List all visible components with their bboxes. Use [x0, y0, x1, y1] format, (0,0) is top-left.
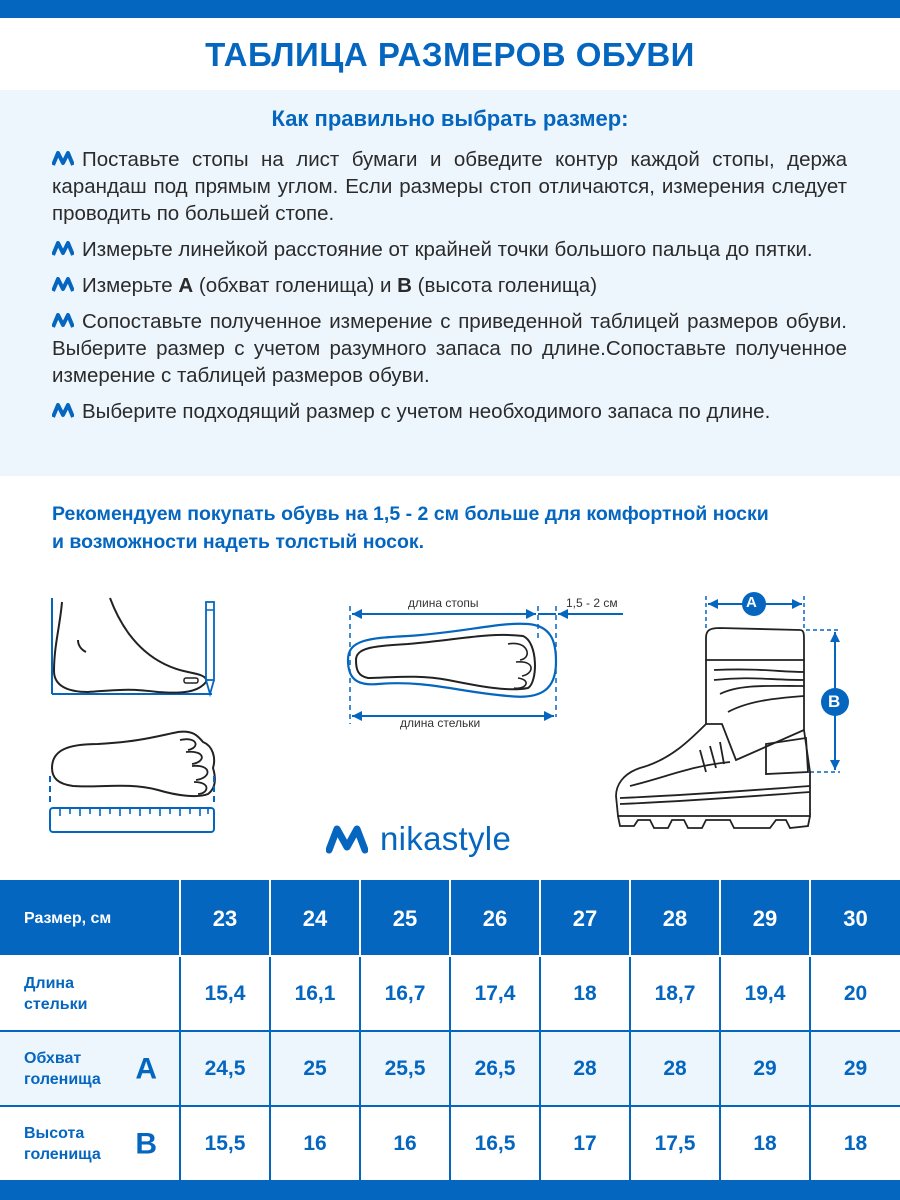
boot-outline-icon — [610, 590, 860, 840]
table-cell: 25,5 — [360, 1031, 450, 1106]
table-cell: 16,1 — [270, 956, 360, 1031]
table-cell: 28 — [540, 1031, 630, 1106]
table-cell: 19,4 — [720, 956, 810, 1031]
bottom-brand-bar — [0, 1182, 900, 1200]
size-col-header: 23 — [180, 881, 270, 956]
size-header-label: Размер, см — [0, 881, 180, 956]
table-cell: 29 — [810, 1031, 900, 1106]
row-label — [0, 1106, 180, 1181]
row-label-line-2: стельки — [24, 995, 88, 1013]
brand-name: nikastyle — [380, 820, 512, 857]
nikastyle-wave-icon — [52, 151, 74, 167]
row-label — [0, 956, 180, 1031]
table-row-shaft-height — [0, 1106, 900, 1181]
foot-side-with-pencil-icon — [48, 596, 218, 701]
row-label-line-1: Высота — [24, 1124, 85, 1142]
table-cell: 17,5 — [630, 1106, 720, 1181]
step-3 — [52, 272, 847, 299]
recommendation-line-1: Рекомендуем покупать обувь на 1,5 - 2 см больше для комфортной носки — [52, 503, 769, 525]
size-col-header: 30 — [810, 881, 900, 956]
table-cell: 18,7 — [630, 956, 720, 1031]
table-cell: 18 — [720, 1106, 810, 1181]
letter-b: B — [397, 274, 412, 297]
step-text: Выберите подходящий размер с учетом необходимого запаса по длине. — [82, 400, 771, 423]
size-col-header: 24 — [270, 881, 360, 956]
brand-logo — [326, 820, 511, 858]
table-cell: 25 — [270, 1031, 360, 1106]
step-text: Поставьте стопы на лист бумаги и обведите контур каждой стопы, держа карандаш под прямым углом. Если размеры стоп отличаются, измерения следует проводить по большей стопе. — [52, 148, 847, 225]
foot-top-with-ruler-icon — [48, 728, 220, 838]
table-cell: 18 — [540, 956, 630, 1031]
foot-length-label: длина стопы — [408, 596, 479, 610]
table-cell: 18 — [810, 1106, 900, 1181]
step-2 — [52, 236, 847, 263]
letter-a: A — [178, 274, 194, 297]
nikastyle-wave-icon — [52, 313, 74, 329]
size-col-header: 28 — [630, 881, 720, 956]
table-cell: 20 — [810, 956, 900, 1031]
table-cell: 15,4 — [180, 956, 270, 1031]
table-cell: 29 — [720, 1031, 810, 1106]
size-col-header: 29 — [720, 881, 810, 956]
table-cell: 15,5 — [180, 1106, 270, 1181]
table-cell: 16 — [270, 1106, 360, 1181]
row-label-line-1: Обхват — [24, 1049, 82, 1067]
row-label-line-1: Длина — [24, 974, 74, 992]
table-cell: 17 — [540, 1106, 630, 1181]
step-text: Измерьте — [82, 274, 179, 297]
boot-diagram — [610, 590, 860, 840]
table-header-row — [0, 881, 900, 956]
step-4 — [52, 308, 847, 389]
table-cell: 24,5 — [180, 1031, 270, 1106]
top-brand-bar — [0, 0, 900, 18]
row-label-line-2: голенища — [24, 1145, 101, 1163]
insole-length-label: длина стельки — [400, 716, 481, 730]
size-table — [0, 880, 900, 1182]
step-text: Измерьте линейкой расстояние от крайней точки большого пальца до пятки. — [82, 238, 813, 261]
table-cell: 17,4 — [450, 956, 540, 1031]
nikastyle-logo-icon — [326, 824, 368, 854]
row-label-line-2: голенища — [24, 1070, 101, 1088]
table-cell: 26,5 — [450, 1031, 540, 1106]
insole-outline-icon — [338, 592, 638, 732]
table-row-shaft-girth — [0, 1031, 900, 1106]
step-text: (обхват голенища) и — [193, 274, 398, 297]
how-to-title: Как правильно выбрать размер: — [271, 106, 629, 131]
table-row-insole-length — [0, 956, 900, 1031]
page-title: ТАБЛИЦА РАЗМЕРОВ ОБУВИ — [205, 36, 695, 73]
row-letter-b: B — [135, 1127, 157, 1160]
nikastyle-wave-icon — [52, 241, 74, 257]
margin-label: 1,5 - 2 см — [566, 596, 618, 610]
row-letter-a: A — [135, 1052, 157, 1085]
table-cell: 16 — [360, 1106, 450, 1181]
size-col-header: 25 — [360, 881, 450, 956]
steps-list — [52, 146, 847, 434]
label-b-badge: B — [828, 692, 841, 711]
label-a-badge: A — [746, 594, 757, 611]
step-text: (высота голенища) — [411, 274, 598, 297]
table-cell: 16,7 — [360, 956, 450, 1031]
insole-diagram — [338, 592, 638, 732]
nikastyle-wave-icon — [52, 403, 74, 419]
size-col-header: 27 — [540, 881, 630, 956]
table-cell: 28 — [630, 1031, 720, 1106]
step-1 — [52, 146, 847, 227]
step-text: Сопоставьте полученное измерение с приведенной таблицей размеров обуви. Выберите размер с учетом разумного запаса по длине.Сопоставьте полученное измерение с таблицей размеров обуви. — [52, 310, 847, 387]
step-5 — [52, 398, 847, 425]
row-label — [0, 1031, 180, 1106]
recommendation-text — [52, 500, 872, 556]
recommendation-line-2: и возможности надеть толстый носок. — [52, 531, 425, 553]
nikastyle-wave-icon — [52, 277, 74, 293]
how-to-section — [0, 90, 900, 476]
table-cell: 16,5 — [450, 1106, 540, 1181]
size-col-header: 26 — [450, 881, 540, 956]
